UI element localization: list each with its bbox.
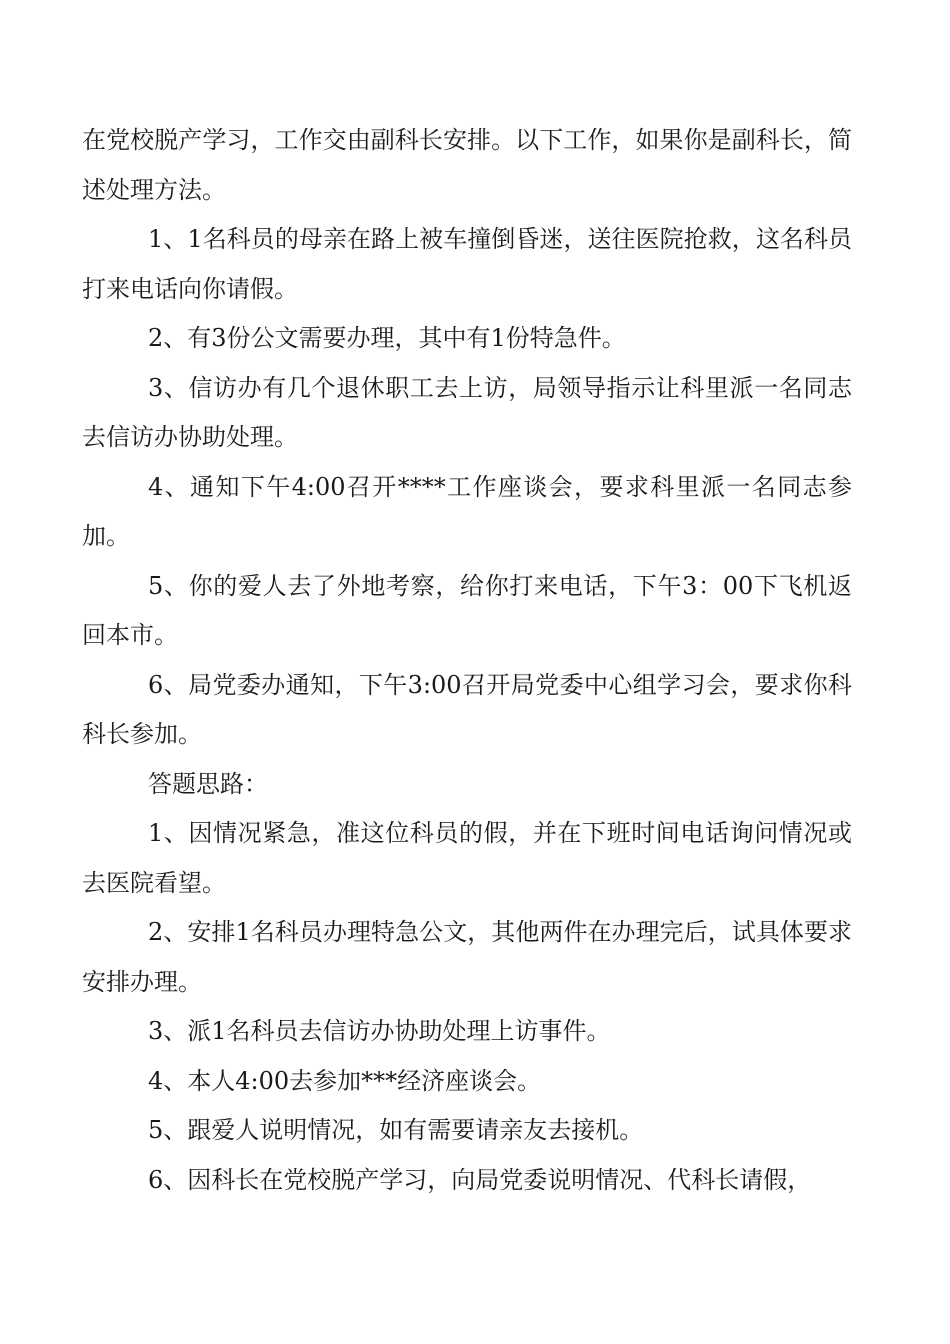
answer-item-1: 1、因情况紧急，准这位科员的假，并在下班时间电话询问情况或去医院看望。 bbox=[82, 819, 852, 897]
answer-item-2: 2、安排1名科员办理特急公文，其他两件在办理完后，试具体要求安排办理。 bbox=[82, 918, 852, 996]
task-item-2: 2、有3份公文需要办理，其中有1份特急件。 bbox=[148, 324, 626, 352]
task-item-1: 1、1名科员的母亲在路上被车撞倒昏迷，送往医院抢救，这名科员打来电话向你请假。 bbox=[82, 225, 852, 303]
answer-item-4: 4、本人4:00去参加***经济座谈会。 bbox=[148, 1066, 542, 1095]
answer-item-5: 5、跟爱人说明情况，如有需要请亲友去接机。 bbox=[148, 1116, 644, 1144]
task-item-4: 4、通知下午4:00召开****工作座谈会，要求科里派一名同志参加。 bbox=[82, 472, 852, 550]
task-item-5: 5、你的爱人去了外地考察，给你打来电话，下午3：00下飞机返回本市。 bbox=[82, 571, 852, 649]
answer-item-3: 3、派1名科员去信访办协助处理上访事件。 bbox=[148, 1017, 611, 1045]
intro-paragraph: 在党校脱产学习，工作交由副科长安排。以下工作，如果你是副科长，简述处理方法。 bbox=[82, 126, 852, 204]
answer-item-6: 6、因科长在党校脱产学习，向局党委说明情况、代科长请假， bbox=[148, 1165, 812, 1194]
answer-heading: 答题思路： bbox=[148, 769, 268, 798]
task-item-6: 6、局党委办通知，下午3:00召开局党委中心组学习会，要求你科科长参加。 bbox=[82, 670, 852, 748]
task-item-3: 3、信访办有几个退休职工去上访，局领导指示让科里派一名同志去信访办协助处理。 bbox=[82, 373, 852, 451]
document-body bbox=[82, 116, 852, 1205]
